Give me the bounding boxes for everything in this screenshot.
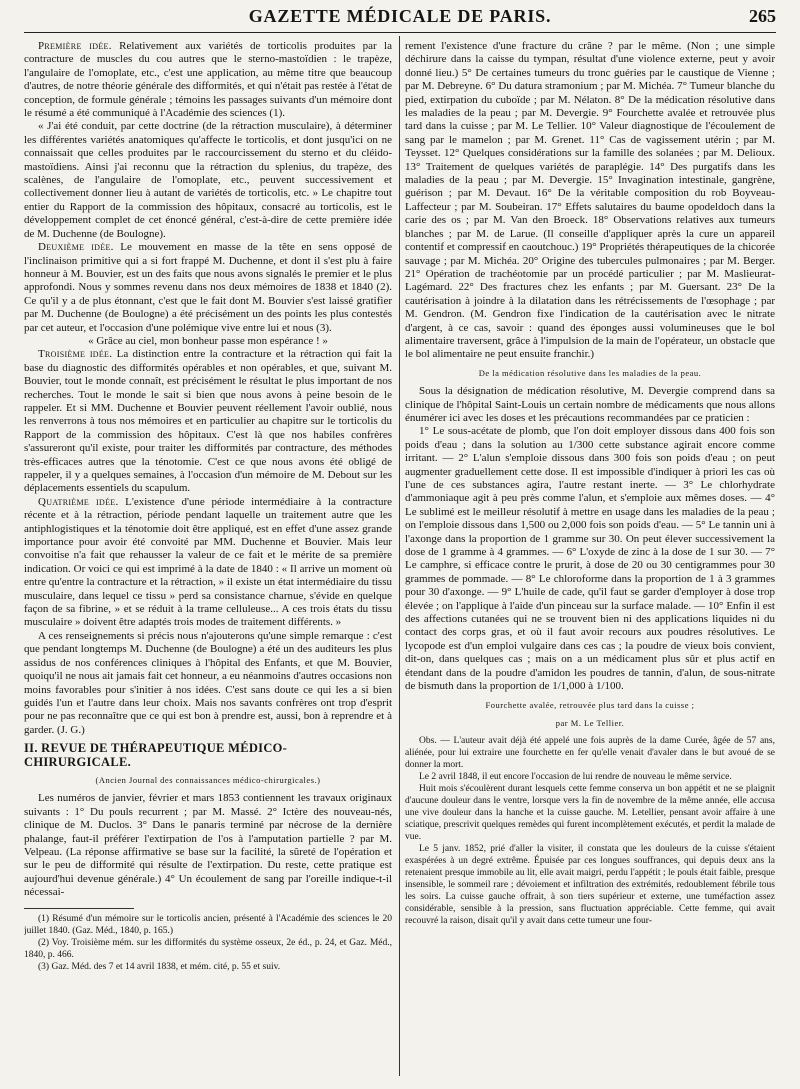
paragraph [24, 40, 392, 120]
section-title: II. REVUE DE THÉRAPEUTIQUE MÉDICO-CHIRURGICALE. [24, 741, 288, 769]
column-divider [399, 36, 400, 1076]
paragraph: Les numéros de janvier, février et mars 1853 contiennent les travaux originaux suivants : 1° Du pouls recurrent ; par M. Massé. 2° Ictère des nouveau-nés, clinique de M. Duclos. 3° Dans le panaris terminé par nécrose de la dernière phalange, faut-il préférer l'extirpation de l'os à l'amputation partielle ? par M. Velpeau. (La réponse affirmative se base sur la facilité, la sûreté de l'opération et sur le peu de difformité qui résulte de l'extirpation. Du reste, cette pratique est aujourd'hui devenue générale.) 4° Un écoulement de sang par l'oreille indique-t-il nécessai- [24, 792, 392, 899]
footnote: (3) Gaz. Méd. des 7 et 14 avril 1838, et mém. cité, p. 55 et suiv. [38, 961, 281, 972]
paragraph: 1° Le sous-acétate de plomb, que l'on doit employer dissous dans 400 fois son poids d'eau ; dans la solution au 1/300 cette substance agirait encore comme irritant. — 2° L'alun s'emploie dissous dans 300 fois son poids d'eau ; on peut augmenter graduellement cette dose. Il est impossible d'indiquer à priori les cas où l'une de ces substances agira, l'autre restant inerte. — 3° Le chlorhydrate d'ammoniaque agit à peu près comme l'alun, et s'emploie aux mêmes doses. — 4° Le sublimé est le meilleur résolutif à mettre en usage dans les maladies de la peau ; on l'emploie dissous dans 1,500 ou 2,000 fois son poids d'eau. — 5° Le tannin uni à l'axonge dans la proportion de 1 gramme sur 30. On peut élever successivement la dose de 1 gramme à 4 grammes. — 6° L'oxyde de zinc à la dose de 1 sur 30. — 7° Le camphre, si efficace contre le prurit, à dose de 20 ou 30 centigrammes pour 30 grammes de pommade. — 8° Le chloroforme dans la proportion de 1 à 3 grammes pour 30 d'axonge. — 9° L'huile de cade, qu'il faut se garder d'employer à dose trop élevée ; on l'applique à l'aide d'un pinceau sur la surface malade. — 10° Enfin il est des affections cutanées qui ne se trouvent bien ni des applications liquides ni du contact des corps gras, et où il faut avoir recours aux poudres résolutives. Le lycopode est d'un emploi vulgaire dans ces cas ; la poudre de vieux bois convient, dit-on, dans quelques cas ; mais on a un médicament plus sûr et plus actif en étendant dans de la poudre d'amidon les poudres de tannin, d'alun, de sous-nitrate de bismuth dans la proportion de 1/1,000 à 1/100. [405, 425, 775, 693]
paragraph [24, 496, 392, 630]
observation: Huit mois s'écoulèrent durant lesquels cette femme conserva un bon appétit et ne se plaignit d'aucune douleur dans le ventre, lorsque vers la fin de novembre de la même année, elle accusa une vive douleur dans la hanche et la cuisse gauche. M. Letellier, pensant avoir affaire à une sciatique, prescrivit quelques remèdes qui furent incomplètement exécutés, et perdit la malade de vue. [405, 784, 775, 843]
page-number: 265 [749, 6, 776, 26]
left-column [24, 40, 392, 1080]
paragraph-lead: Quatrième idée. [38, 495, 119, 508]
paragraph: rement l'existence d'une fracture du crâne ? par le même. (Non ; une simple déchirure dans la caisse du tympan, résultat d'une violence externe, peut y avoir donné lieu.) 5° De certaines tumeurs du tronc guéries par le caustique de Vienne ; par M. Debreyne. 6° Du datura stramonium ; par M. Michéa. 7° Tumeur blanche du pied, extirpation du cuboïde ; par M. Nélaton. 8° De la médication résolutive dans les maladies de la peau ; par M. Devergie. 9° Fourchette avalée et retrouvée plus tard dans la cuisse ; par M. Le Tellier. 10° Valeur diagnostique de l'écoulement de sang par le mamelon ; par M. Grenet. 11° Cas de vagissement utérin ; par M. Teysset. 12° Quelques considérations sur la famille des solanées ; par M. Delioux. 13° Traitement de quelques variétés de paraplégie. 14° Des purgatifs dans les maladies de la peau ; par M. Devergie. 15° Invagination intestinale, gangrène, guérison ; par M. Devaut. 16° De la véritable composition du rob Boyveau-Laffecteur ; par M. Soubeiran. 17° Effets salutaires du baume opodeldoch dans la carie des os ; par M. Van den Broeck. 18° Observations relatives aux tumeurs blanches ; par M. de Larue. (Il conseille d'appliquer après la cure un appareil contentif et compressif en caoutchouc.) 19° Propriétés thérapeutiques de la chicorée sauvage ; par M. Michéa. 20° Origine des tubercules pulmonaires ; par M. Berger. 21° Opération de trachéotomie par un procédé particulier ; par M. Maslieurat-Lagémard. 22° Des fractures chez les enfants ; par M. Guersant. 23° De la cautérisation à joindre à la dilatation dans les rétrécissements de l'œsophage ; par M. Gendron. (M. Gendron fixe l'indication de la cautérisation avec le nitrate d'argent, à ce cas, savoir : quand des éponges aussi volumineuses que le bol alimentaire traversent, grâce à l'impulsion de la main de l'opérateur, un obstacle que le bol alimentaire ne peut ensuite franchir.) [405, 40, 775, 361]
paragraph-text: L'existence d'une période intermédiaire à la contracture récente et à la rétraction, période pendant laquelle un traitement autre que les antiphlogistiques et la ténotomie doit être appliqué, est en effet d'une assez grande importance pour avoir été convoité par MM. Duchenne et Bouvier. Mais leur convoitise n'a fait que rehausser la valeur de ce fait et le mérite de sa première indication. Or voici ce qui est imprimé à la date de 1840 : « Il arrive un moment où entre qu'entre la contracture et la rétraction, » il existe un état intermédiaire du tissu musculaire, dans lequel ce tissu » perd sa consistance charnue, s'évide en quelque façon de sa fibrine, » et se réduit à la trame celluleuse... A ces trois états du tissu musculaire » doivent être adaptés trois modes de traitement différents. » [24, 495, 392, 629]
observation: Le 2 avril 1848, il eut encore l'occasion de lui rendre de nouveau le même service. [419, 772, 732, 783]
footnote: (2) Voy. Troisième mém. sur les difformités du système osseux, 2e éd., p. 24, et Gaz. Méd., 1840, p. 466. [24, 937, 392, 960]
right-column [405, 40, 775, 1080]
paragraph [24, 241, 392, 335]
journal-title: GAZETTE MÉDICALE DE PARIS. [248, 6, 552, 26]
paragraph: A ces renseignements si précis nous n'ajouterons qu'une simple remarque : c'est que pendant longtemps M. Duchenne (de Boulogne) a été un des auditeurs les plus assidus de nos conférences cliniques à l'hôpital des Enfants, et que M. Bouvier, quoiqu'il ne nous ait jamais fait cet honneur, a eu néanmoins d'autres occasions non moins favorables pour s'initier à nos idées. C'est sans doute ce qui les a si bien guidés l'un et l'autre dans leur choix. Mais nos savants confrères ont trop d'esprit pour ne pas reconnaître que ce qui est bon à prendre est, aussi, bon à reprendre et à garder. (J. G.) [24, 629, 392, 736]
paragraph [24, 348, 392, 495]
paragraph-text: La distinction entre la contracture et la rétraction qui fait la base du diagnostic des difformités opérables et non opérables, et que, suivant M. Bouvier, tout le monde connaît, est précisément le résultat le plus important de nos recherches. Tout le monde le sait si bien que nous avons à peine besoin de le rappeler. Et si MM. Duchenne et Bouvier peuvent réellement l'avoir oublié, nous les renverrons à tous nos mémoires et en particulier au chapitre sur le torticolis du Rapport de la commission des hôpitaux. C'est là que nos habiles confrères s'assureront qu'il existe, pour traiter les difformités par contracture, des méthodes très-efficaces autres que la ténotomie. C'est ce que nous avons été obligé de rappeler, il y a quelques semaines, à l'occasion d'un mémoire de M. Debout sur les déplacements essentiels du scapulum. [24, 348, 392, 495]
observation: Obs. — L'auteur avait déjà été appelé une fois auprès de la dame Curée, âgée de 57 ans, aliénée, pour lui extraire une fourchette en fer qu'elle venait d'avaler dans le but avoué de se donner la mort. [405, 736, 775, 771]
footnote-rule [24, 908, 134, 909]
paragraph-lead: Première idée. [38, 40, 112, 52]
quote: « Grâce au ciel, mon bonheur passe mon espérance ! » [88, 334, 328, 347]
section-author: par M. Le Tellier. [555, 717, 625, 728]
paragraph: « J'ai été conduit, par cette doctrine (de la rétraction musculaire), à déterminer les différentes variétés anatomiques qu'affecte le torticolis, et dont jusqu'ici on ne connaissait que celles produites par le raccourcissement du sterno et du cléido-mastoïdiens. Ainsi j'ai reconnu que la rétraction du splenius, du trapèze, des scalènes, de l'angulaire de l'omoplate, etc., peuvent successivement et collectivement donner lieu à autant de variétés de torticolis, etc. » Le chapitre tout entier du Rapport de la commission des hôpitaux, consacré au torticolis, est le développement complet de cet énoncé général, c'est-à-dire de cette première idée de M. Duchenne (de Boulogne). [24, 120, 392, 240]
paragraph-lead: Troisième idée. [38, 348, 113, 361]
paragraph: Sous la désignation de médication résolutive, M. Devergie comprend dans sa clinique de l'hôpital Saint-Louis un certain nombre de médicaments que nous allons énumérer ici avec les doses et les précautions recommandées par ce praticien : [405, 385, 775, 424]
observation: Le 5 janv. 1852, prié d'aller la visiter, il constata que les douleurs de la cuisse s'étaient exaspérées à un degré extrême. Épuisée par ces longues souffrances, qui depuis deux ans la retenaient presque immobile au lit, elle avait maigri, perdu l'appétit ; le pouls était faible, presque insensible, le sommeil rare ; dévoiement et infiltration des extrémités, redoublement fébrile tous les soirs. La cuisse gauche offrait, à son tiers supérieur et externe, une tuméfaction assez considérable, sensible à la pression, sans fluctuation appréciable. Cette femme, qui avait recouvré la raison, disait qu'il y avait dans cette tumeur une four- [405, 844, 775, 927]
paragraph-text: Relativement aux variétés de torticolis produites par la contracture de muscles du cou autres que le sterno-mastoïdien : le trapèze, l'angulaire de l'omoplate, etc., c'est une application, au même titre que beaucoup d'autres, de notre théorie générale des difformités, et qui n'était pas restée à l'état de conception, de formule générale ; témoins les passages suivants d'un mémoire dont le résumé a été communiqué à l'Académie des sciences (1). [24, 40, 392, 120]
section-heading: De la médication résolutive dans les maladies de la peau. [478, 367, 702, 378]
paragraph-lead: Deuxième idée. [38, 241, 114, 254]
section-subtitle: (Ancien Journal des connaissances médico-chirurgicales.) [95, 774, 321, 785]
page-header [24, 4, 776, 33]
section-heading: Fourchette avalée, retrouvée plus tard dans la cuisse ; [485, 699, 695, 710]
paragraph-text: Le mouvement en masse de la tête en sens opposé de l'inclinaison primitive qui a si fort frappé M. Duchenne, et dont il s'est plu à faire honneur à M. Bouvier, est un des faits que nous avons signalés le premier et le plus approfondi. Nous y sommes revenu dans nos deux mémoires de 1838 et 1840 (2). Ce qu'il y a de plus étonnant, c'est que le fait dont M. Bouvier s'est laissé gratifier par M. Duchenne (de Boulogne) a été précisément un des points les plus contestés par cet auteur, et l'occasion d'une polémique vive entre lui et nous (3). [24, 241, 392, 334]
footnote: (1) Résumé d'un mémoire sur le torticolis ancien, présenté à l'Académie des sciences le 20 juillet 1840. (Gaz. Méd., 1840, p. 165.) [24, 913, 392, 936]
